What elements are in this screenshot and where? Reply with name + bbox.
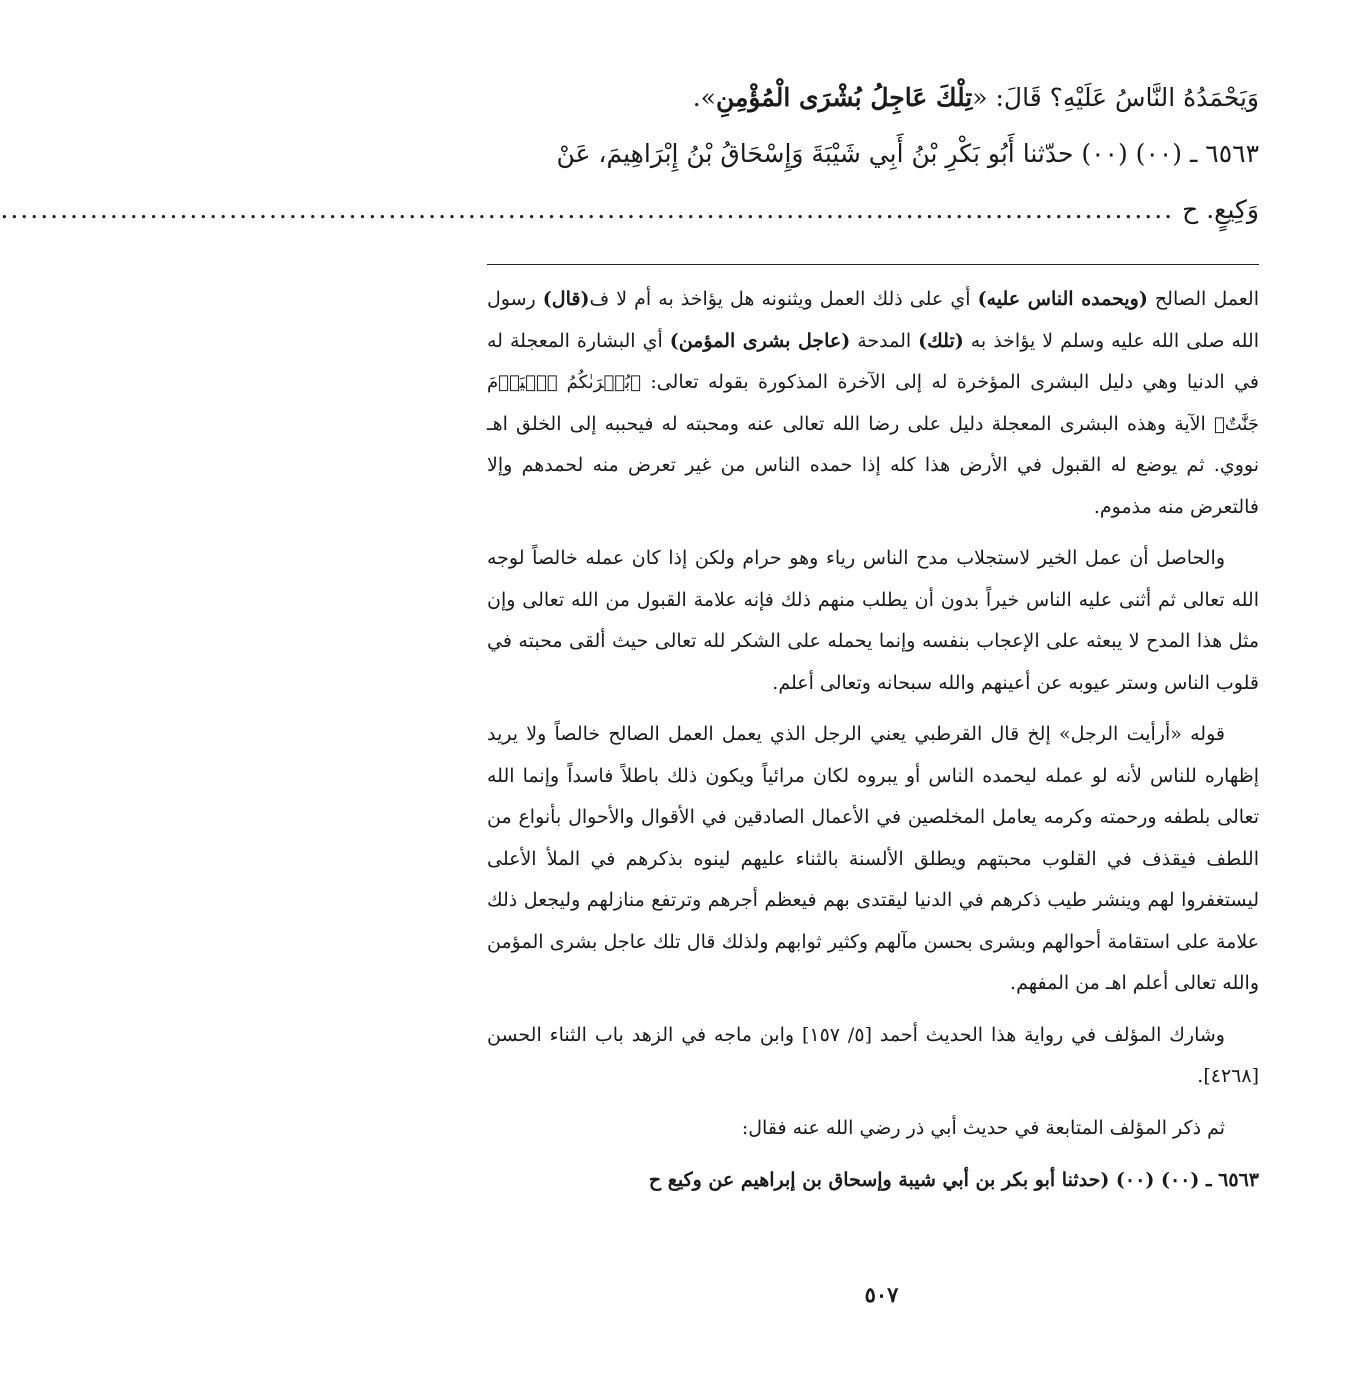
- commentary-phrase: الآية وهذه البشرى المعجلة دليل على رضا الله تعالى عنه ومحبته له فيحببه إلى الخلق اهـ نووي. ثم يوضع له القبول في الأرض هذا كله إذا حمده الناس من غير تعرض منه لحمدهم وإلا فالتعرض منه مذموم.: [487, 412, 1259, 518]
- commentary-paragraph-2: والحاصل أن عمل الخير لاستجلاب مدح الناس رياء وهو حرام ولكن إذا كان عمله خالصاً لوجه الله تعالى ثم أثنى عليه الناس خيراً بدون أن يطلب منهم ذلك فإنه علامة القبول من الله تعالى وإن مثل هذا المدح لا يبعثه على الإعجاب بنفسه وإنما يحمله على الشكر لله تعالى حيث ألقى محبته في قلوب الناس وستر عيوبه عن أعينهم والله سبحانه وتعالى أعلم.: [487, 547, 1259, 694]
- hadith-line-3-text: وَكِيعٍ. ح: [1182, 195, 1259, 224]
- commentary-paragraph-1: [487, 279, 1259, 528]
- hadith-text: [0, 70, 1259, 238]
- bold-phrase: (قال): [542, 288, 590, 310]
- commentary-paragraph-3: قوله «أرأيت الرجل» إلخ قال القرطبي يعني الرجل الذي يعمل العمل الصالح خالصاً ولا يريد إظهاره للناس لأنه لو عمله ليحمده الناس أو يبروه لكان مرائياً ويكون ذلك باطلاً فاسداً وإنما الله تعالى بلطفه ورحمته وكرمه يعامل المخلصين في الأعمال الصادقين في الأقوال والأحوال بأنواع من اللطف فيقذف في القلوب محبتهم ويطلق الألسنة بالثناء عليهم لينوه بذكرهم في الملأ الأعلى ليستغفروا لهم وينشر طيب ذكرهم في الدنيا ليقتدى بهم فيعظم أجرهم وترتفع منازلهم وليجعل ذلك علامة على استقامة أحوالهم وبشرى بحسن مآلهم وكثير ثوابهم ولذلك قال تلك عاجل بشرى المؤمن والله تعالى أعلم اهـ من المفهم.: [487, 723, 1259, 994]
- book-page: [0, 70, 1259, 1360]
- commentary-phrase: العمل الصالح: [1147, 288, 1259, 310]
- commentary-text: [487, 279, 1259, 1201]
- section-divider: [487, 264, 1259, 265]
- page-number: ٥٠٧: [864, 1282, 899, 1307]
- dotted-filler: ......................................................................................................................: [0, 195, 1175, 224]
- bold-phrase: (ويحمده الناس عليه): [977, 288, 1148, 310]
- commentary-paragraph-6: ٦٥٦٣ ـ (٠٠) (٠٠) (حدثنا أبو بكر بن أبي شيبة وإسحاق بن إبراهيم عن وكيع ح: [648, 1169, 1259, 1191]
- hadith-line-2: ٦٥٦٣ ـ (٠٠) (٠٠) حدّثنا أَبُو بَكْرِ بْنُ أَبِي شَيْبَةَ وَإِسْحَاقُ بْنُ إِبْرَاهِيمَ، عَنْ: [556, 139, 1259, 168]
- hadith-line-1-text: وَيَحْمَدُهُ النَّاسُ عَلَيْهِ؟ قَالَ: «: [972, 83, 1259, 112]
- bold-phrase: (تلك): [918, 329, 964, 352]
- hadith-quote: تِلْكَ عَاجِلُ بُشْرَى الْمُؤْمِنِ: [715, 83, 973, 112]
- hadith-quote-close: ».: [692, 83, 716, 112]
- commentary-paragraph-5: ثم ذكر المؤلف المتابعة في حديث أبي ذر رضي الله عنه فقال:: [741, 1116, 1225, 1139]
- commentary-phrase: أي على ذلك العمل ويثنونه هل يؤاخذ به أم لا ف: [589, 288, 978, 310]
- commentary-phrase: المدحة: [850, 329, 919, 352]
- commentary-paragraph-4: وشارك المؤلف في رواية هذا الحديث أحمد [٥/ ١٥٧] وابن ماجه في الزهد باب الثناء الحسن [٤٢٦٨].: [487, 1023, 1259, 1087]
- commentary-phrase: أي البشارة المعجلة له في الدنيا وهي دليل البشرى المؤخرة له إلى الآخرة المذكورة بقوله تعالى:: [487, 329, 1259, 393]
- bold-phrase: (عاجل بشرى المؤمن): [669, 329, 851, 352]
- quran-quote: ﴿بُشۡرَىٰكُمُ ٱلۡيَوۡمَ جَنَّٰتٌ﴾: [487, 372, 1259, 435]
- hadith-line-3: [0, 182, 1259, 238]
- hadith-line-1: [487, 70, 1259, 126]
- commentary-phrase: رسول الله صلى الله عليه وسلم لا يؤاخذ به: [487, 288, 1259, 352]
